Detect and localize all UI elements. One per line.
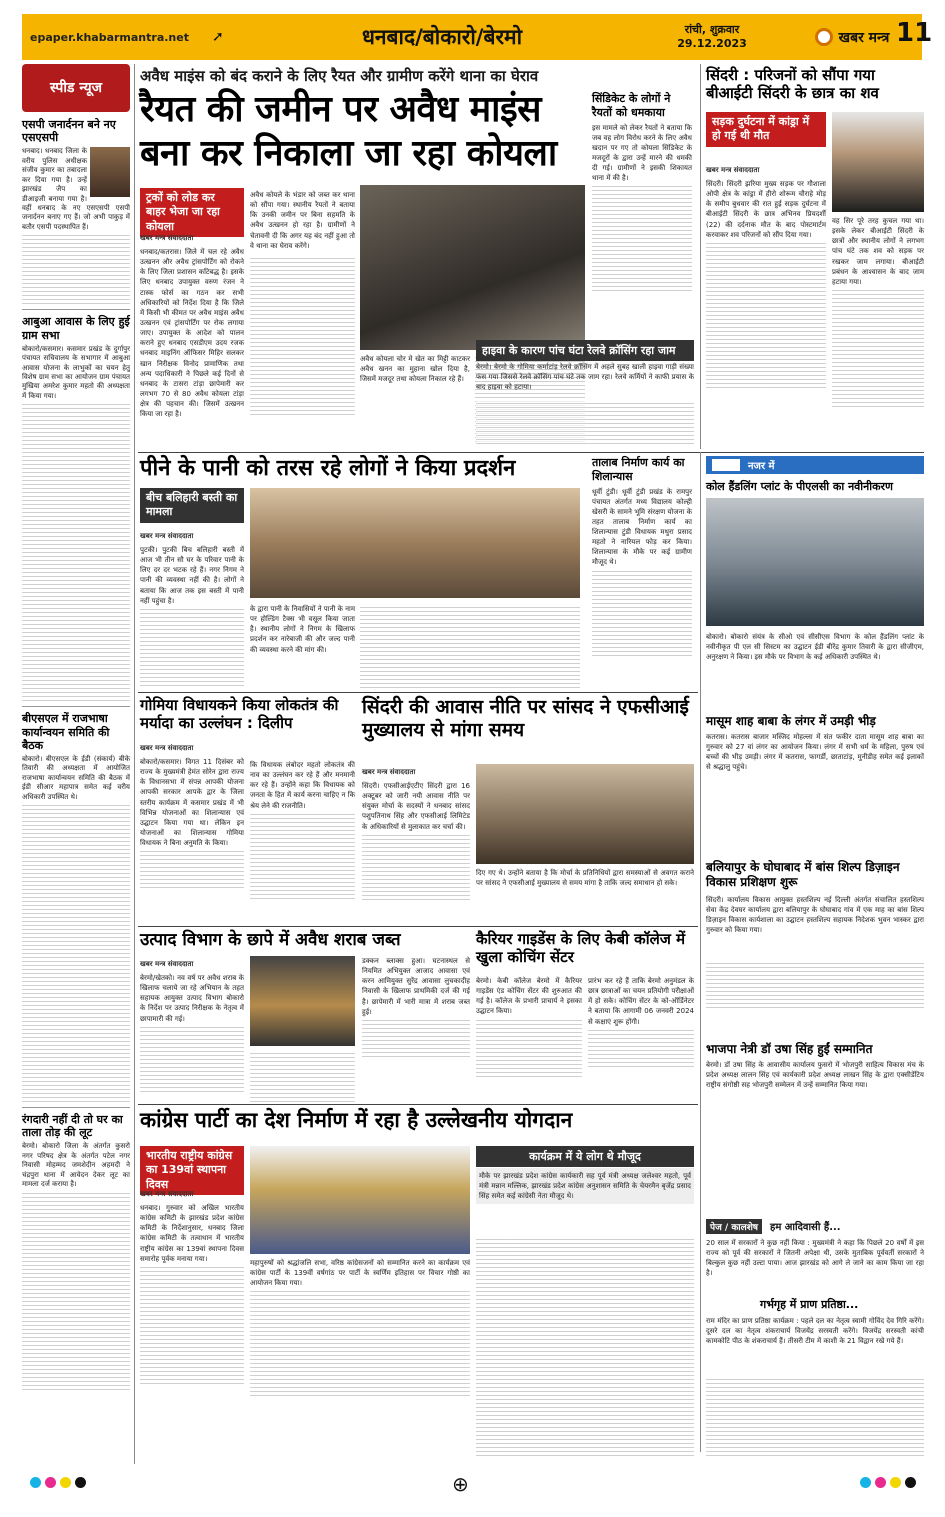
nazar-strip bbox=[706, 456, 924, 474]
brief-headline: रंगदारी नहीं दी तो घर का ताला तोड़ की लूट bbox=[22, 1113, 123, 1140]
strip-tag: नजर में bbox=[748, 461, 775, 472]
color-dot bbox=[860, 1477, 871, 1488]
sindri-body-2: वह सिर पूरे तरह कुचल गया था। इसके लेकर बीआईटी सिंदरी के छात्रों और स्थानीय लोगों ने लगभग पांच घंटे तक शव को सड़क पर रखकर जाम लगाया। बीआईटी प्रबंधन के आश्वासन के बाद जाम हटाया गया। bbox=[832, 217, 924, 286]
color-dot bbox=[905, 1477, 916, 1488]
water-byline: खबर मन्त्र संवाददाता bbox=[140, 532, 194, 540]
congress-box-body: मौके पर झारखंड प्रदेश कांग्रेस कार्यकारी सह पूर्व मंत्री अध्यक्ष जलेश्वर महतो, पूर्व मंत्री मन्नान मल्लिक, झारखंड प्रदेश कांग्रेस अनुशासन समिति के चेयरमैन बृजेंद्र प्रसाद सिंह समेत कई कांग्रेसी नेता मौजूद थे। bbox=[476, 1168, 694, 1204]
left-column bbox=[22, 64, 130, 1464]
color-dots-left bbox=[30, 1477, 86, 1488]
water-headline: पीने के पानी को तरस रहे लोगों ने किया प्रदर्शन bbox=[140, 456, 516, 481]
page-number: 11 bbox=[896, 18, 933, 48]
brief-text: बेरमो। बोकारो जिला के अंतर्गत कुसरो नगर परिषद क्षेत्र के अंतर्गत पटेल नगर निवासी मोहम्मद जमशेदीन अहमदी ने चंद्रपुरा थाना में आवेदन देकर लूट का मामला दर्ज कराया है। bbox=[22, 1142, 130, 1189]
congress-body: धनबाद। गुरुवार को अखिल भारतीय कांग्रेस कमिटी के झारखंड प्रदेश कांग्रेस कमिटी के निर्देशानुसार, धनबाद जिला कांग्रेस कमिटी के तत्वाधान में भारतीय राष्ट्रीय कांग्रेस का 139वां स्थापना दिवस समारोह पूर्वक मनाया गया। bbox=[140, 1204, 244, 1263]
coal-plant-body: बोकारो। बोकारो संयंत्र के सीओ एवं सीसीएस विभाग के कोल हैंडलिंग प्लांट के नवीनीकृत पी एल सी सिस्टम का उद्घाटन ईडी बीरेंद्र कुमार तिवारी के द्वारा सीजीएम, अनुरक्षण ने किया। इस मौके पर विभाग के कई अधिकारी उपस्थित थे। bbox=[706, 633, 924, 662]
registration-mark-icon: ⊕ bbox=[452, 1472, 469, 1496]
excise-headline: उत्पाद विभाग के छापे में अवैध शराब जब्त bbox=[140, 930, 401, 950]
syndicate-headline: सिंडिकेट के लोगों ने रैयतों को धमकाया bbox=[592, 92, 671, 119]
career-body-2: प्रारंभ कर रहे हैं ताकि बेरमो अनुमंडल के छात्र छात्राओं का चयन प्रतियोगी परीक्षाओं में हो सके। कोचिंग सेंटर के को-ऑर्डिनेटर ने बताया कि आगामी 06 जनवरी 2024 से कक्षाएं शुरू होंगी। bbox=[588, 977, 694, 1026]
brief-item bbox=[22, 315, 130, 701]
mp-meeting-photo bbox=[476, 764, 694, 864]
sindri-byline: खबर मन्त्र संवाददाता bbox=[706, 166, 760, 174]
lead-body: धनबाद/कतरास। जिले में चल रहे अवैध उत्खनन और अवैध ट्रांसपोर्टिंग को रोकने के लिए जिला प्रशासन कटिबद्ध है। इसके लिए धनबाद उपायुक्त वरुण रंजन ने टास्क फोर्स का गठन कर सभी अधिकारियों को निर्देश दिया है कि जिले में किसी भी कीमत पर अवैध माइंस अवैध उत्खनन एवं ट्रांसपोर्टिंग पर रोक लगाया जाए। उपायुक्त के आदेश को पालन कराने हुए धनबाद एसडीएम उदय रजक धनबाद माइनिंग ऑफिसर मिहिर सलकर खान निरीक्षक विनोद प्रामाणिक तथा अन्य पदाधिकारी ने पिछले कई दिनों से धनबाद के टासरा टांड़ा छापेमारी कर लगभग 70 से 80 अवैध कोयला टांड़ा क्षेत्र की पहचान की। जिसमें उत्खनन किया जा रहा है। bbox=[140, 248, 244, 419]
illegal-mine-photo bbox=[360, 185, 585, 350]
career-headline: कैरियर गाइडेंस के लिए केबी कॉलेज में खुला कोचिंग सेंटर bbox=[476, 930, 686, 966]
water-subhead: बीच बलिहारी बस्ती का मामला bbox=[140, 488, 244, 523]
bhojpuri-headline: भाजपा नेत्री डॉ उषा सिंह हुईं सम्मानित bbox=[706, 1042, 873, 1056]
city-day: रांची, शुक्रवार bbox=[684, 22, 740, 36]
brief-headline: आबुआ आवास के लिए हुई ग्राम सभा bbox=[22, 315, 130, 342]
strip-badge-icon bbox=[712, 459, 740, 471]
protest-photo bbox=[250, 488, 580, 598]
congress-subhead: भारतीय राष्ट्रीय कांग्रेस का 139वां स्थापना दिवस bbox=[140, 1146, 244, 1195]
brief-item bbox=[22, 712, 130, 1102]
congress-byline: खबर मन्त्र संवाददाता bbox=[140, 1190, 194, 1198]
congress-event-photo bbox=[250, 1146, 470, 1254]
lead-body-2: अवैध कोयले के भंडार को जब्त कर थाना को सौंपा गया। स्थानीय रैयतों ने बताया कि उनकी जमीन पर बिना सहमति के अवैध उत्खनन हो रहा है। ग्रामीणों ने चेतावनी दी कि अगर यह बंद नहीं हुआ तो वे थाना का घेराव करेंगे। bbox=[250, 191, 355, 250]
gomia-body-2: कि विधायक लंबोदर महतो लोकतंत्र की नाव का उल्लंघन कर रहे हैं और मनमानी कर रहे हैं। उन्होंने कहा कि विधायक को जनता के हित में कार्य करना चाहिए न कि श्रेय लेने की राजनीति। bbox=[250, 761, 355, 810]
syndicate-story bbox=[592, 92, 692, 293]
continuation-subheading: गर्भगृह में प्राण प्रतिष्ठा... bbox=[760, 1298, 859, 1311]
color-dot bbox=[890, 1477, 901, 1488]
student-photo bbox=[832, 112, 924, 212]
issue-date: 29.12.2023 bbox=[677, 37, 747, 50]
color-dot bbox=[75, 1477, 86, 1488]
mp-body-2: दिए गए थे। उन्होंने बताया है कि मोर्चा के प्रतिनिधियों द्वारा समस्याओं से अवगत कराने पर सांसद ने एफसीआई मुख्यालय से समय मांगा है ताकि जल्द समाधान हो सके। bbox=[476, 869, 694, 888]
brief-text: धनबाद। धनबाद जिला के वरीय पुलिस अधीक्षक संजीव कुमार का तबादला कर दिया गया है। उन्हें झारखंड जैप का डीआइजी बनाया गया है। वहीं धनबाद के नए एसएसपी एसपी जनार्दनन बनाए गए हैं। जो अभी पाकुड़ में बतौर एसपी पदस्थापित हैं। bbox=[22, 147, 130, 231]
masthead bbox=[22, 14, 922, 60]
masoom-body: कतरास। कतरास बाजार मस्जिद मोहल्ला में संत फकीर दाता मासूम शाह बाबा का गुरुवार को 27 वां लंगर का आयोजन किया। लंगर में सभी धर्म के महिला, पुरुष एवं बच्चों की भीड़ उमड़ी। लंगर में कतरास, फागर्डी, छाताटांड़, मुनीडीह समेत कई इलाकों से श्रद्धालु पहुंचे। bbox=[706, 733, 924, 772]
color-dot bbox=[875, 1477, 886, 1488]
water-body-2: के द्वारा पानी के निवासियों ने पानी के नाम पर होल्डिंग टैक्स भी वसूल किया जाता है। स्थानीय लोगों ने निगम के खिलाफ प्रदर्शन कर नारेबाजी की और जल्द पानी की व्यवस्था करने की मांग की। bbox=[250, 605, 356, 654]
excise-body-2: डक्कन ब्लाक्स हुआ। घटनास्थल से नियमित अभियुक्त आजाद आवासा एवं करन आमियुक्त सुरेंद्र आवासा लुचकादीह निवासी के खिलाफ प्राथमिकी दर्ज की गई है। छापेमारी में भारी मात्रा में शराब जब्त हुई। bbox=[362, 957, 470, 1016]
congress-box-headline: कार्यक्रम में ये लोग थे मौजूद bbox=[476, 1146, 694, 1167]
brand-name: खबर मन्त्र bbox=[838, 29, 890, 46]
lead-byline: खबर मन्त्र संवाददाता bbox=[140, 234, 194, 242]
highway-headline: हाइवा के कारण पांच घंटा रेलवे क्रॉसिंग रहा जाम bbox=[476, 340, 694, 361]
pond-story bbox=[592, 456, 692, 658]
brief-headline: एसपी जनार्दनन बने नए एसएसपी bbox=[22, 118, 116, 145]
excise-byline: खबर मन्त्र संवाददाता bbox=[140, 960, 194, 968]
mp-body: सिंदरी। एफसीआईएटीए सिंदरी द्वारा 16 अक्टूबर को जारी नयी आवास नीति पर संयुक्त मोर्चा के सदस्यों ने धनबाद सांसद पशुपतिनाथ सिंह और एफसीआई लिमिटेड के अधिकारियों से मुलाकात कर चर्चा की। bbox=[362, 782, 470, 831]
brief-item bbox=[22, 118, 130, 304]
bamboo-headline: बलियापुर के घोघाबाद में बांस शिल्प डिज़ाइन विकास प्रशिक्षण शुरू bbox=[706, 860, 900, 889]
career-body: बेरमो। केबी कॉलेज बेरमो में कैरियर गाइडेंस एंड कोचिंग सेंटर की शुरुआत की गई है। कॉलेज के प्रभारी प्राचार्य ने इसका उद्घाटन किया। bbox=[476, 977, 582, 1016]
masoom-headline: मासूम शाह बाबा के लंगर में उमड़ी भीड़ bbox=[706, 714, 876, 728]
brief-headline: बीएसएल में राजभाषा कार्यान्वयन समिति की बैठक bbox=[22, 712, 110, 752]
congress-body-2: महापुरुषों को श्रद्धांजलि सभा, वरिष्ठ कांग्रेसजनों को सम्मानित करने का कार्यक्रम एवं कांग्रेस पार्टी के 139वीं वर्षगांठ पर पार्टी के स्वर्णिम इतिहास पर विचार गोष्ठी का आयोजन किया गया। bbox=[250, 1259, 470, 1288]
pond-body: धूर्वी टुंडी। धूर्वी टुंडी प्रखंड के रामपुर पंचायत अंतर्गत मध्य विद्यालय कोल्ही खेसरी के सामने भूमि संरक्षण योजना के तहत तालाब निर्माण कार्य का शिलान्यास टुंडी विधायक मथुरा प्रसाद महतो ने नारियल फोड़ कर किया। शिलान्यास के मौके पर कई ग्रामीण मौजूद थे। bbox=[592, 487, 692, 567]
continuation-header bbox=[706, 1218, 924, 1234]
water-body: पुटकी। पुटकी बिच बलिहारी बस्ती में आज भी तीन सौ घर के परिवार पानी के लिए दर दर भटक रहे हैं। नगर निगम ने पानी की व्यवस्था नहीं की है। लोगों ने बताया कि आज तक इस बस्ती में पानी नहीं पहुंचा है। bbox=[140, 546, 244, 605]
seized-liquor-photo bbox=[250, 956, 355, 1046]
brand-logo-icon bbox=[815, 28, 833, 46]
color-dot bbox=[45, 1477, 56, 1488]
excise-body: बेरमो/खेतको। नव वर्ष पर अवैध शराब के खिलाफ चलाये जा रहे अभियान के तहत सहायक आयुक्त उत्पाद विभाग बोकारो के निर्देश पर उत्पाद निरीक्षक के नेतृत्व में छापामारी की गई। bbox=[140, 974, 244, 1023]
sindri-student-headline: सिंदरी : परिजनों को सौंपा गया बीआईटी सिंदरी के छात्र का शव bbox=[706, 66, 879, 102]
mp-byline: खबर मन्त्र संवाददाता bbox=[362, 768, 416, 776]
color-dots-right bbox=[860, 1477, 916, 1488]
color-dot bbox=[60, 1477, 71, 1488]
brief-item bbox=[22, 1113, 130, 1390]
sindri-body: सिंदरी। सिंदरी झरिया मुख्य सड़क पर गौशाला ओपी क्षेत्र के कांड्रा में हीरो शोरूम चौराहे मोड़ के समीप बुधवार की रात हुई सड़क दुर्घटना में बीआईटी सिंदरी के छात्र अभिनव प्रियदर्शी (22) की दर्दनाक मौत के बाद पोस्टमार्टम करवाकर शव परिजनों को सौंप दिया गया। bbox=[706, 180, 826, 239]
continuation-body-2: राम मंदिर का प्राण प्रतिष्ठा कार्यक्रम : पहले दल का नेतृत्व स्वामी गोविंद देव गिरि करेंगे। दूसरे दल का नेतृत्व शंकराचार्य विजयेंद्र सरस्वती करेंगे। विजयेंद्र सरस्वती कांची कामकोटि पीठ के शंकराचार्य हैं। तीसरी टीम में काशी के 21 विद्वान रखे गये हैं। bbox=[706, 1317, 924, 1346]
lead-subhead: ट्रकों को लोड कर बाहर भेजा जा रहा कोयला bbox=[140, 188, 244, 237]
syndicate-body: इस मामले को लेकर रैयतों ने बताया कि जब वह लोग विरोध करने के लिए अवैध खदान पर गए तो कोयला सिंडिकेट के मजदूरों के द्वारा उन्हें मारने की धमकी दी गई। ग्रामीणों ने इसकी शिकायत थाना में की है। bbox=[592, 123, 692, 183]
brief-text: बोकारो। बीएसएल के ईडी (संकार्य) बीके तिवारी की अध्यक्षता में आयोजित राजभाषा कार्यान्वयन समिति की बैठक में ईडी सीआर महापात्र समेत कई वरीय अधिकारी उपस्थित थे। bbox=[22, 754, 130, 801]
continuation-body: 20 साल में सरकारों ने कुछ नहीं किया : मुख्यमंत्री ने कहा कि पिछले 20 वर्षों में इस राज्य को पूर्व की सरकारों ने जितनी अपेक्षा थी, उसके मुताबिक पूर्ववर्ती सरकारों ने बिल्कुल कुछ नहीं उल्टा पाया। आज झारखंड को आगे ले जाने का काम किया जा रहा है। bbox=[706, 1239, 924, 1278]
highway-body: बेरमो। बेरमो के गोमिया कर्माटांड़ रेलवे क्रॉसिंग में अहले सुबह खाली हाइवा गाड़ी संख्या फंस गया जिससे रेलवे क्रॉसिंग पांच घंटे तक जाम रहा। रेलवे कर्मियों ने काफी प्रयास के बाद हाइवा को हटाया। bbox=[476, 363, 694, 392]
brief-text: बोकारो/कसमार। कसमार प्रखंड के दुर्गापुर पंचायत सचिवालय के सभागार में आबुआ आवास योजना के लाभुकों का चयन हेतु विशेष ग्राम सभा का आयोजन ग्राम पंचायत मुखिया अमरेश कुमार महतो की अध्यक्षता में किया गया। bbox=[22, 344, 130, 400]
gomia-headline: गोमिया विधायकने किया लोकतंत्र की मर्यादा का उल्लंघन : दिलीप bbox=[140, 696, 339, 732]
bamboo-body: सिंदरी। कार्यालय विकास आयुक्त हस्तशिल्प नई दिल्ली अंतर्गत संचालित हस्तशिल्प सेवा केंद्र देवघर कार्यालय द्वारा बलियापुर के घोघाबाद गांव में एक माह का बांस शिल्प डिज़ाइन विकास कार्यशाला का उद्घाटन हस्तशिल्प सहायक निदेशक भुवन भास्कर द्वारा गुरुवार को किया गया। bbox=[706, 896, 924, 935]
gomia-body: बोकारो/कसमार। विगत 11 दिसंबर को राज्य के मुख्यमंत्री हेमंत सोरेन द्वारा राज्य के विधानसभा में संपन्न आपकी योजना आपकी सरकार आपके द्वार के जिला स्तरीय कार्यक्रम में कसमार प्रखंड में भी विभिन्न योजनाओं का शिलान्यास एवं उद्घाटन किया गया था। लेकिन इन योजनाओं का शिलान्यास गोमिया विधायक ने बिना अनुमति के किया। bbox=[140, 758, 244, 848]
sindri-student-subhead: सड़क दुर्घटना में कांड्रा में हो गई थी मौत bbox=[706, 112, 826, 147]
lead-kicker: अवैध माइंस को बंद कराने के लिए रैयत और ग्रामीण करेंगे थाना का घेराव bbox=[140, 67, 539, 85]
mp-headline: सिंदरी की आवास नीति पर सांसद ने एफसीआई मुख्यालय से मांगा समय bbox=[362, 696, 689, 741]
sp-photo bbox=[90, 147, 130, 197]
lead-headline: रैयत की जमीन पर अवैध माइंस बना कर निकाला जा रहा कोयला bbox=[140, 89, 557, 174]
continuation-tag: पेज / कालशेष bbox=[706, 1219, 762, 1234]
cursor-icon: ➚ bbox=[212, 29, 224, 45]
coal-plant-headline: कोल हैंडलिंग प्लांट के पीएलसी का नवीनीकरण bbox=[706, 480, 893, 493]
bhojpuri-body: बेरमो। डॉ उषा सिंह के आवासीय कार्यालय फुसरो में भोजपुरी साहित्य विकास मंच के प्रदेश अध्यक्ष लालन सिंह एवं कार्यकारी प्रदेश अध्यक्ष लाखन सिंह के द्वारा एक्सीडेंटिय राष्ट्रीय संगोष्ठी सह भोजपुरी सम्मेलन में उन्हें सम्मानित किया गया। bbox=[706, 1061, 924, 1090]
gomia-byline: खबर मन्त्र संवाददाता bbox=[140, 744, 194, 752]
pond-headline: तालाब निर्माण कार्य का शिलान्यास bbox=[592, 456, 685, 483]
plant-photo bbox=[706, 498, 924, 626]
section-title: धनबाद/बोकारो/बेरमो bbox=[361, 25, 523, 49]
lead-photo-caption: अवैध कोयला चोर मे खेत का मिट्टी काटकर अवैध खनन का मुहाना खोल दिया है, जिसमें मजदूर तथा कोयला निकाल रहे हैं। bbox=[360, 355, 470, 384]
color-dot bbox=[30, 1477, 41, 1488]
site-url[interactable]: epaper.khabarmantra.net bbox=[30, 30, 189, 44]
speed-news-logo: स्पीड न्यूज bbox=[22, 64, 130, 112]
dateline bbox=[642, 23, 782, 52]
continuation-heading: हम आदिवासी हैं... bbox=[770, 1222, 841, 1233]
congress-headline: कांग्रेस पार्टी का देश निर्माण में रहा है उल्लेखनीय योगदान bbox=[140, 1108, 573, 1132]
